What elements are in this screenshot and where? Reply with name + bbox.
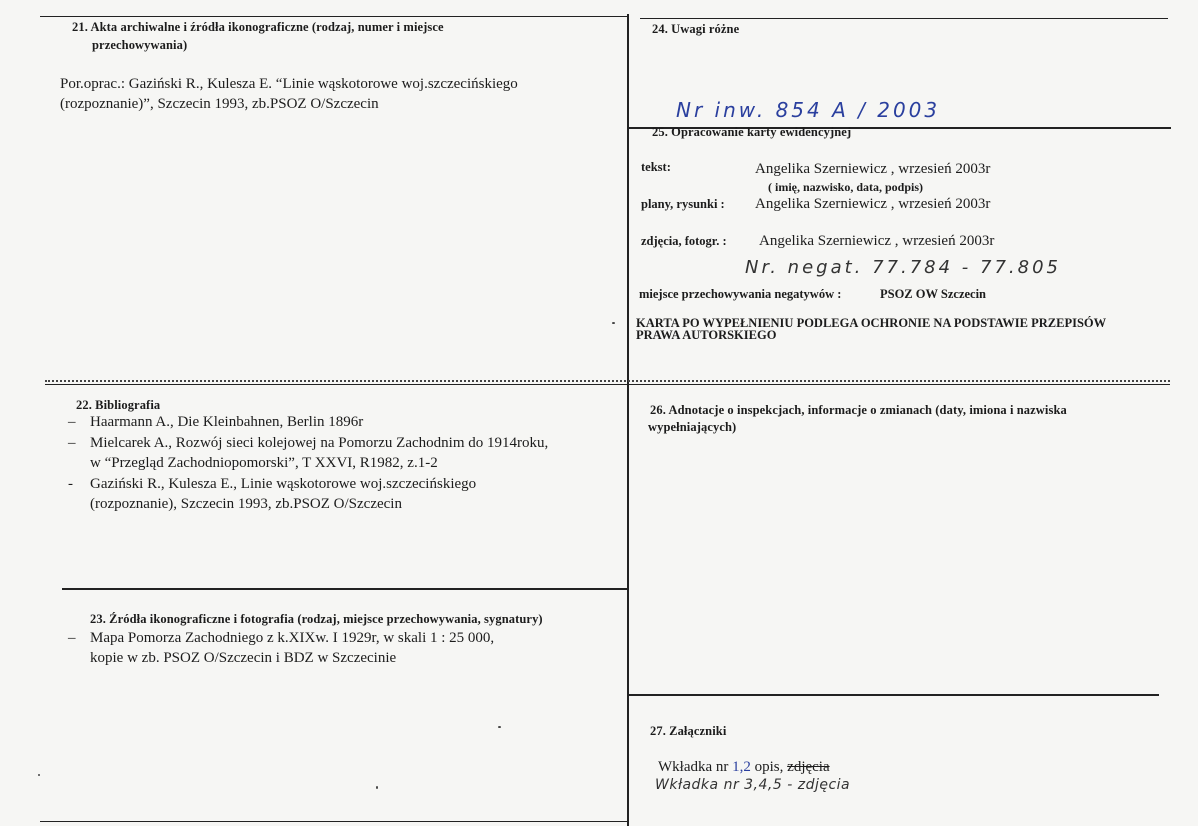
copyright-notice-line1: KARTA PO WYPEŁNIENIU PODLEGA OCHRONIE NA PODSTAWIE PRZEPISÓW: [636, 316, 1107, 330]
tekst-label: tekst:: [641, 160, 671, 174]
negatives-value: PSOZ OW Szczecin: [880, 287, 987, 301]
section-23-heading: 23. Źródła ikonograficzne i fotografia (rodzaj, miejsce przechowywania, sygnatury): [90, 612, 543, 626]
center-divider: [627, 14, 629, 826]
section-21-text-line1: Por.oprac.: Gaziński R., Kulesza E. “Linie wąskotorowe woj.szczecińskiego: [60, 76, 518, 92]
tekst-hint: ( imię, nazwisko, data, podpis): [768, 180, 924, 194]
bibliography-item-1: [68, 414, 363, 431]
bibliography-item-3: [68, 476, 476, 493]
section-23-text-line2: kopie w zb. PSOZ O/Szczecin i BDZ w Szczecinie: [90, 650, 397, 666]
bibliography-item-3-line2: (rozpoznanie), Szczecin 1993, zb.PSOZ O/Szczecin: [90, 496, 402, 512]
plany-label: plany, rysunki :: [641, 197, 725, 211]
top-border-right: [640, 18, 1168, 19]
divider-26-27: [629, 694, 1159, 696]
section-23-bullet: –: [68, 630, 76, 646]
negatives-number-handwritten: Nr. negat. 77.784 - 77.805: [745, 257, 1061, 278]
section-23-text: [68, 630, 494, 647]
bottom-border-left: [40, 821, 627, 822]
bibliography-item-2: [68, 435, 548, 452]
section-26-heading-line1: 26. Adnotacje o inspekcjach, informacje o zmianach (daty, imiona i nazwiska: [650, 403, 1067, 417]
bibliography-item-2-line2: w “Przegląd Zachodniopomorski”, T XXVI, R1982, z.1-2: [90, 455, 438, 471]
bibliography-bullet-3: -: [68, 476, 73, 492]
attachments-numbers: 1,2: [732, 759, 751, 775]
section-26-heading-line2: wypełniających): [648, 420, 737, 434]
plany-value: Angelika Szerniewicz , wrzesień 2003r: [755, 196, 991, 212]
divider-row1-row2-solid: [45, 384, 1170, 385]
attachments-struck: zdjęcia: [787, 759, 830, 775]
zdjecia-value: Angelika Szerniewicz , wrzesień 2003r: [759, 233, 995, 249]
attachments-typed: [658, 759, 830, 776]
bibliography-item-2-line1: Mielcarek A., Rozwój sieci kolejowej na Pomorzu Zachodnim do 1914roku,: [90, 435, 549, 451]
section-23-text-line1: Mapa Pomorza Zachodniego z k.XIXw. I 1929r, w skali 1 : 25 000,: [90, 630, 495, 646]
divider-22-23: [62, 588, 627, 590]
bibliography-item-3-line1: Gaziński R., Kulesza E., Linie wąskotorowe woj.szczecińskiego: [90, 476, 477, 492]
zdjecia-label: zdjęcia, fotogr. :: [641, 234, 727, 248]
section-25-heading: 25. Opracowanie karty ewidencyjnej: [652, 125, 852, 139]
bibliography-bullet-2: –: [68, 435, 76, 451]
tekst-value: Angelika Szerniewicz , wrzesień 2003r: [755, 161, 991, 177]
inventory-number-handwritten: Nr inw. 854 A / 2003: [676, 98, 941, 122]
bibliography-bullet-1: –: [68, 414, 76, 430]
attachments-handwritten: Wkładka nr 3,4,5 - zdjęcia: [655, 777, 851, 793]
bibliography-item-1-line1: Haarmann A., Die Kleinbahnen, Berlin 1896r: [90, 414, 364, 430]
scan-speck: [612, 322, 615, 324]
top-border-left: [40, 16, 627, 17]
section-22-heading: 22. Bibliografia: [76, 398, 161, 412]
section-21-heading-line2: przechowywania): [92, 38, 188, 52]
copyright-notice-line2: PRAWA AUTORSKIEGO: [636, 328, 777, 342]
section-21-heading-line1: 21. Akta archiwalne i źródła ikonograficzne (rodzaj, numer i miejsce: [72, 20, 444, 34]
scan-speck: [498, 726, 501, 728]
negatives-label: miejsce przechowywania negatywów :: [639, 287, 842, 301]
attachments-prefix: Wkładka nr: [658, 759, 733, 775]
scan-speck: [38, 774, 40, 776]
section-27-heading: 27. Załączniki: [650, 724, 727, 738]
scan-speck: [376, 786, 378, 789]
divider-row1-row2: [45, 380, 1170, 382]
section-24-heading: 24. Uwagi różne: [652, 22, 740, 36]
section-21-text-line2: (rozpoznanie)”, Szczecin 1993, zb.PSOZ O/Szczecin: [60, 96, 379, 112]
attachments-middle: opis,: [750, 759, 788, 775]
